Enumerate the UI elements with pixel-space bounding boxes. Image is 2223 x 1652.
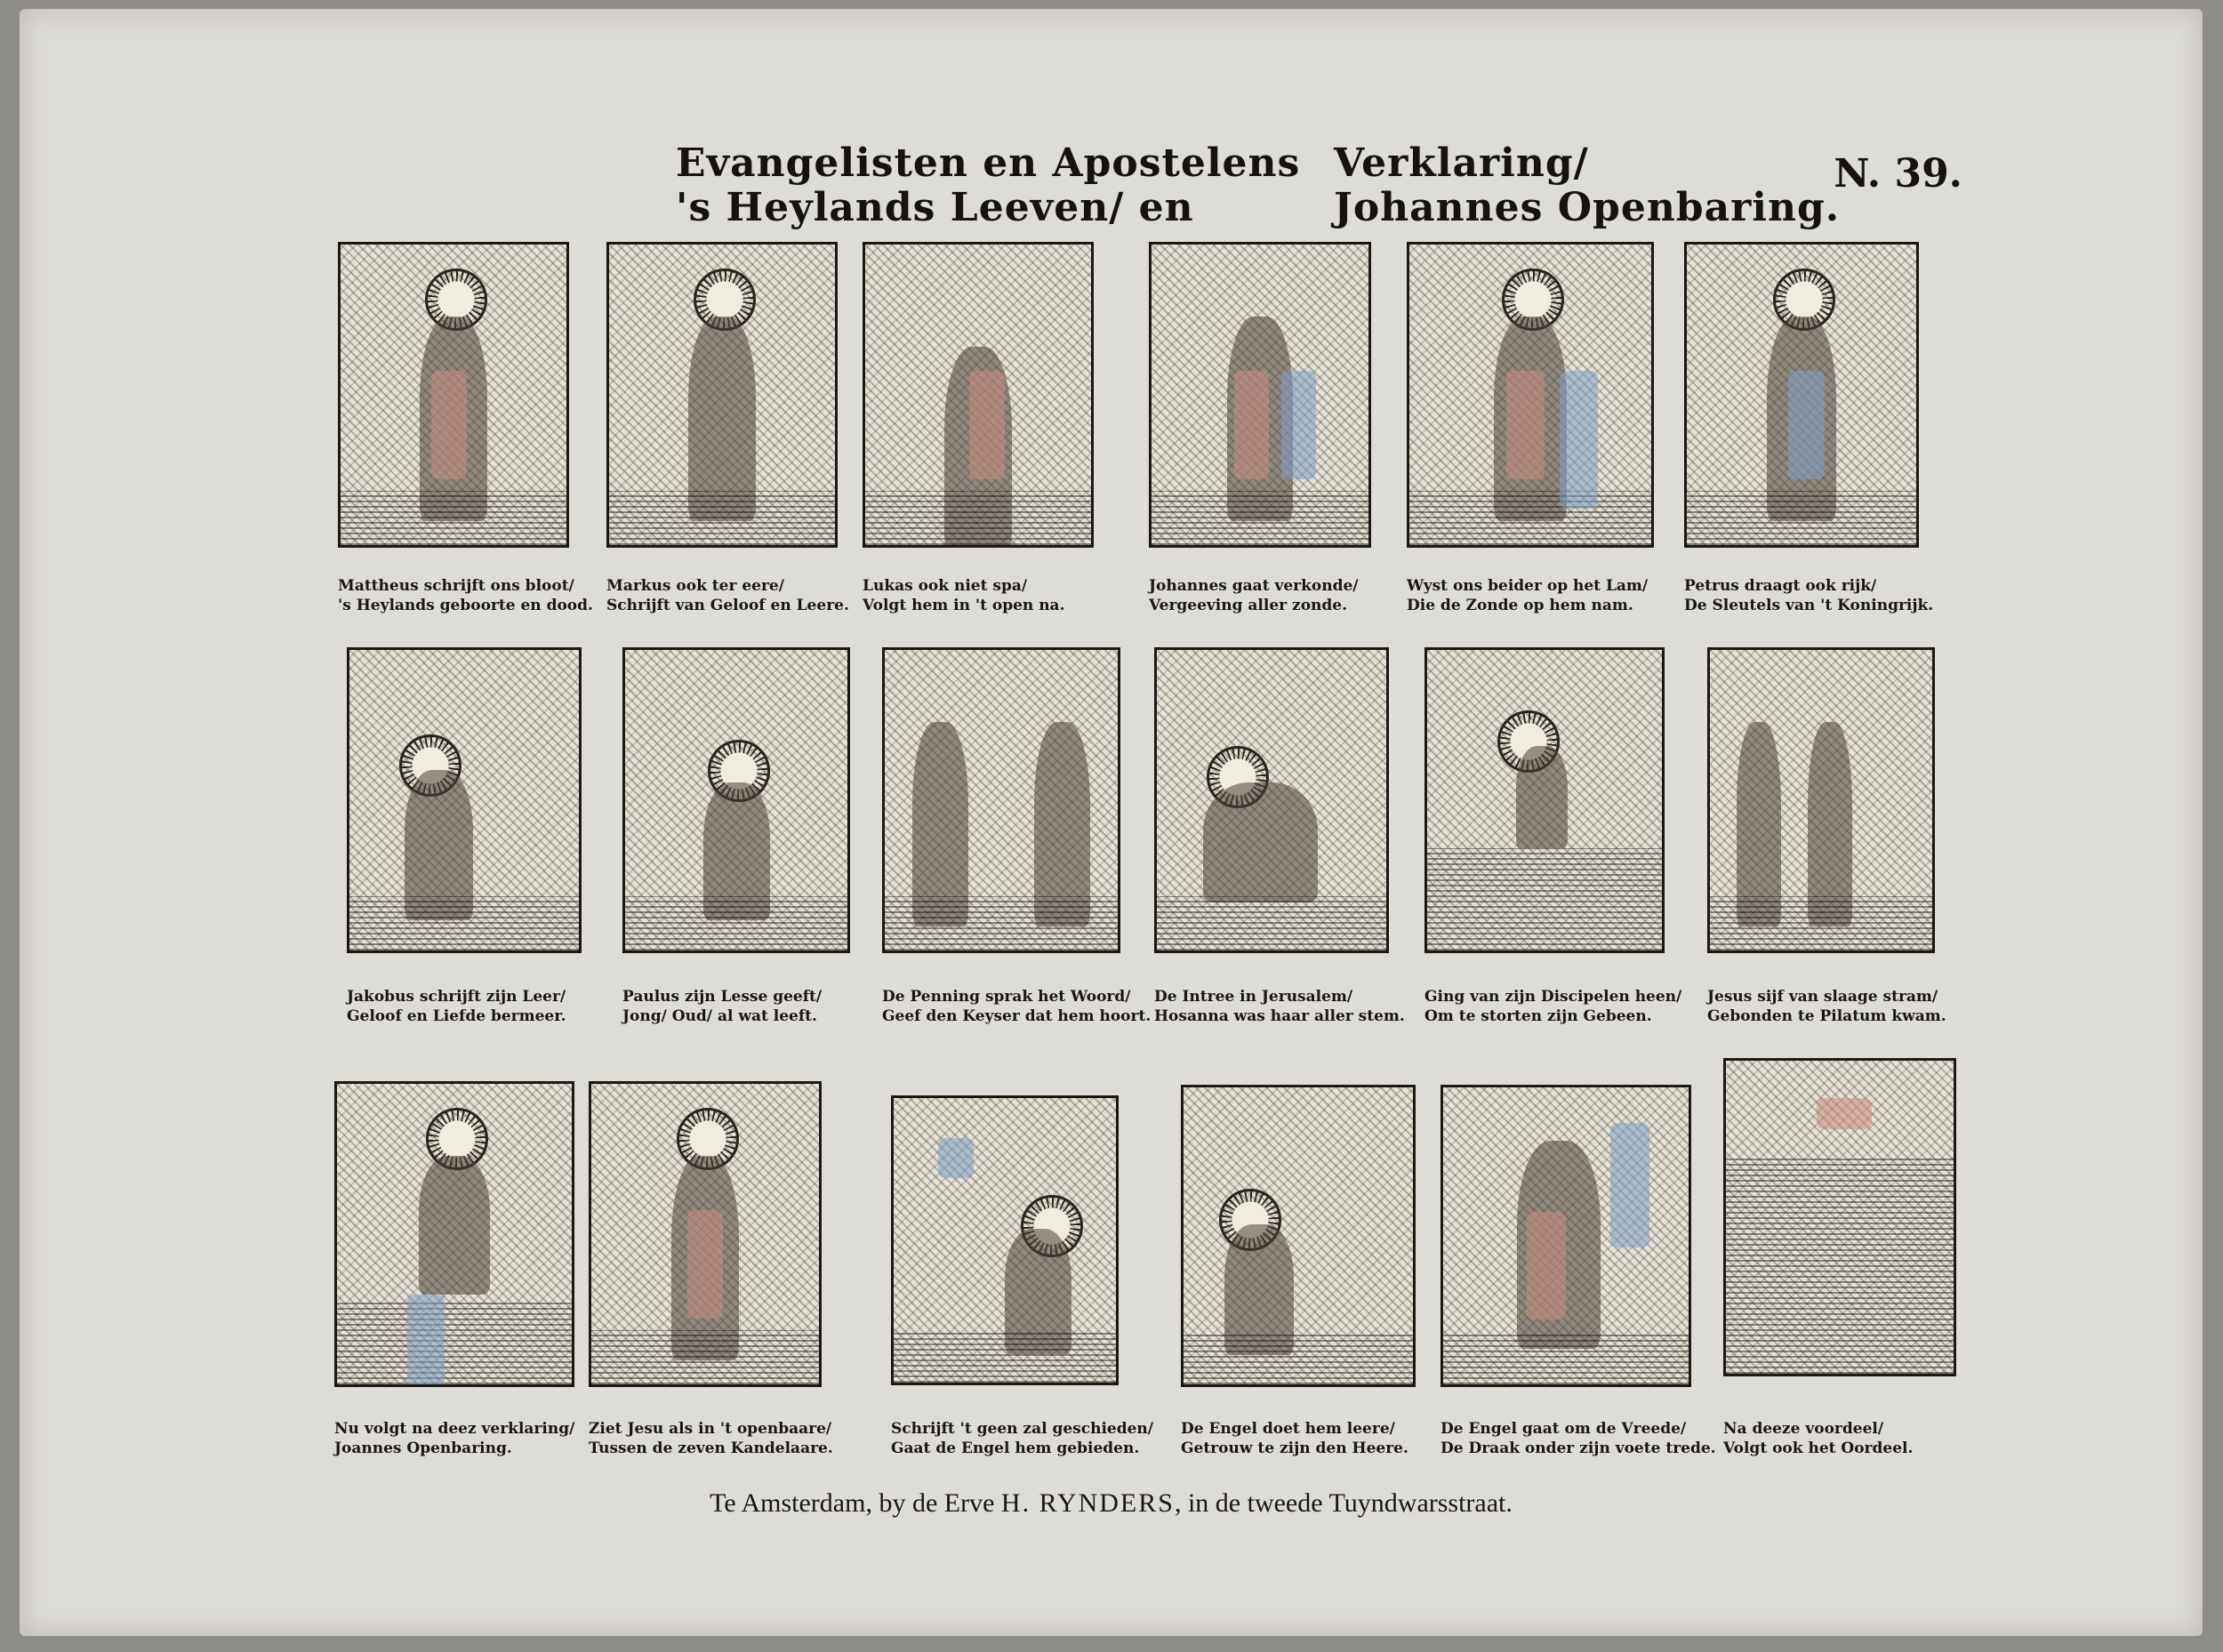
caption-line-2: Gebonden te Pilatum kwam. xyxy=(1707,1007,1946,1025)
caption-line-2: Jong/ Oud/ al wat leeft. xyxy=(622,1007,817,1025)
panel-row3-3 xyxy=(891,1095,1153,1472)
woodcut-image xyxy=(1407,242,1654,548)
caption-line-1: Jesus sijf van slaage stram/ xyxy=(1707,988,1938,1006)
panel-row1-6 xyxy=(1684,242,1934,624)
title-left-line-1: Evangelisten en Apostelens xyxy=(676,140,1301,186)
panel-row3-1 xyxy=(334,1081,574,1472)
woodcut-image xyxy=(1684,242,1919,548)
title-left-line-2: 's Heylands Leeven/ en xyxy=(676,185,1194,230)
woodcut-image xyxy=(1149,242,1371,548)
panel-row2-2 xyxy=(622,647,850,1039)
caption-line-2: Die de Zonde op hem nam. xyxy=(1407,597,1633,614)
panel-row3-2 xyxy=(589,1081,833,1472)
panel-row3-5 xyxy=(1441,1085,1716,1472)
caption-line-1: Ziet Jesu als in 't openbaare/ xyxy=(589,1420,832,1438)
panel-row1-3 xyxy=(863,242,1094,624)
woodcut-image xyxy=(891,1095,1119,1385)
woodcut-image xyxy=(606,242,838,548)
title-right-line-2: Johannes Openbaring. xyxy=(1334,185,1841,230)
panel-row3-6 xyxy=(1723,1058,1956,1472)
woodcut-image xyxy=(334,1081,574,1387)
woodcut-image xyxy=(1424,647,1665,953)
caption-line-2: Schrijft van Geloof en Leere. xyxy=(606,597,849,614)
caption-line-2: De Draak onder zijn voete trede. xyxy=(1441,1439,1716,1457)
caption-line-2: Geef den Keyser dat hem hoort. xyxy=(882,1007,1152,1025)
caption-line-2: De Sleutels van 't Koningrijk. xyxy=(1684,597,1934,614)
panel-row2-6 xyxy=(1707,647,1946,1039)
caption-line-1: Paulus zijn Lesse geeft/ xyxy=(622,988,823,1006)
panel-row2-5 xyxy=(1424,647,1682,1039)
caption-line-2: Getrouw te zijn den Heere. xyxy=(1181,1439,1408,1457)
woodcut-image xyxy=(1707,647,1935,953)
panel-row1-1 xyxy=(338,242,593,624)
caption-line-2: Joannes Openbaring. xyxy=(334,1439,512,1457)
panel-row2-1 xyxy=(347,647,582,1039)
woodcut-image xyxy=(338,242,569,548)
caption-line-1: Nu volgt na deez verklaring/ xyxy=(334,1420,575,1438)
title-right-line-1: Verklaring/ xyxy=(1334,140,1589,186)
caption-line-2: Gaat de Engel hem gebieden. xyxy=(891,1439,1140,1457)
woodcut-image xyxy=(1441,1085,1691,1387)
caption-line-1: Lukas ook niet spa/ xyxy=(863,577,1028,595)
woodcut-image xyxy=(1154,647,1389,953)
broadsheet-paper xyxy=(20,9,2203,1636)
caption-line-1: Johannes gaat verkonde/ xyxy=(1149,577,1359,595)
woodcut-image xyxy=(1181,1085,1416,1387)
caption-line-1: Jakobus schrijft zijn Leer/ xyxy=(347,988,566,1006)
caption-line-1: De Intree in Jerusalem/ xyxy=(1154,988,1353,1006)
panel-row1-4 xyxy=(1149,242,1371,624)
caption-line-2: Geloof en Liefde bermeer. xyxy=(347,1007,566,1025)
caption-line-1: De Engel gaat om de Vreede/ xyxy=(1441,1420,1687,1438)
caption-line-1: Schrijft 't geen zal geschieden/ xyxy=(891,1420,1153,1438)
caption-line-1: Markus ook ter eere/ xyxy=(606,577,784,595)
caption-line-2: Volgt hem in 't open na. xyxy=(863,597,1065,614)
caption-line-1: Ging van zijn Discipelen heen/ xyxy=(1424,988,1682,1006)
caption-line-1: Mattheus schrijft ons bloot/ xyxy=(338,577,574,595)
caption-line-2: Vergeeving aller zonde. xyxy=(1149,597,1348,614)
panel-row3-4 xyxy=(1181,1085,1416,1472)
caption-line-2: 's Heylands geboorte en dood. xyxy=(338,597,593,614)
panel-row2-3 xyxy=(882,647,1152,1039)
imprint-printer-name: H. RYNDERS xyxy=(1000,1488,1175,1518)
caption-line-2: Tussen de zeven Kandelaare. xyxy=(589,1439,833,1457)
panel-row1-5 xyxy=(1407,242,1654,624)
panel-row2-4 xyxy=(1154,647,1405,1039)
imprint-prefix: Te Amsterdam, by de Erve xyxy=(710,1488,995,1518)
caption-line-1: Na deeze voordeel/ xyxy=(1723,1420,1884,1438)
woodcut-image xyxy=(1723,1058,1956,1376)
caption-line-2: Volgt ook het Oordeel. xyxy=(1723,1439,1914,1457)
woodcut-image xyxy=(589,1081,822,1387)
caption-line-1: De Engel doet hem leere/ xyxy=(1181,1420,1395,1438)
caption-line-2: Om te storten zijn Gebeen. xyxy=(1424,1007,1652,1025)
caption-line-1: De Penning sprak het Woord/ xyxy=(882,988,1131,1006)
caption-line-1: Wyst ons beider op het Lam/ xyxy=(1407,577,1649,595)
caption-line-1: Petrus draagt ook rijk/ xyxy=(1684,577,1877,595)
panel-row1-2 xyxy=(606,242,849,624)
printer-imprint xyxy=(20,1488,2203,1519)
woodcut-image xyxy=(347,647,582,953)
imprint-suffix: , in de tweede Tuyndwarsstraat. xyxy=(1174,1488,1513,1518)
woodcut-image xyxy=(622,647,850,953)
sheet-number: N. 39. xyxy=(1834,151,1962,196)
caption-line-2: Hosanna was haar aller stem. xyxy=(1154,1007,1405,1025)
woodcut-image xyxy=(882,647,1120,953)
woodcut-image xyxy=(863,242,1094,548)
